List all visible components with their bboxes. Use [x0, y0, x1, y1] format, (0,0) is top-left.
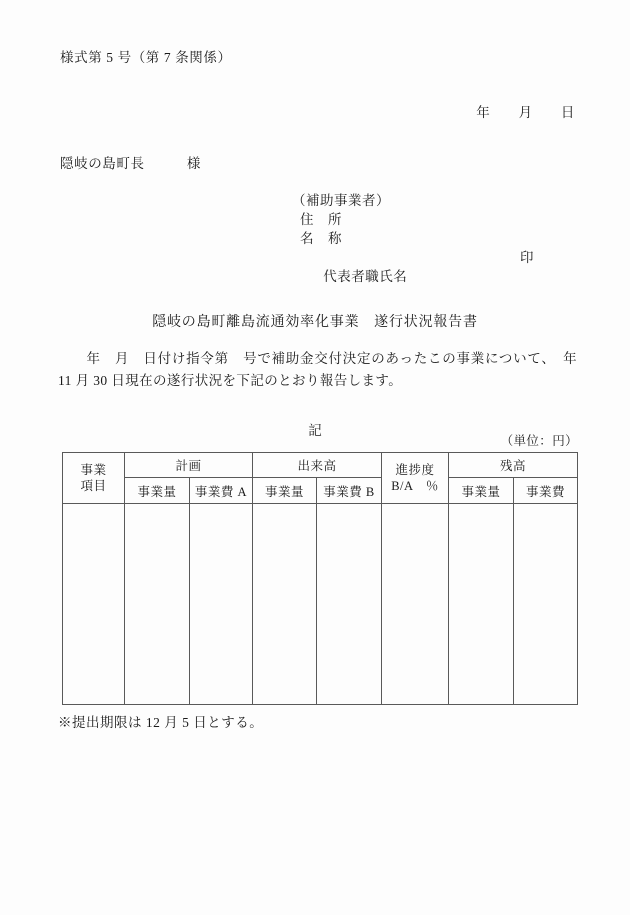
table-body	[63, 504, 578, 705]
header-progress-line1: 進捗度	[395, 463, 435, 477]
applicant-address-label: 住 所	[300, 212, 342, 227]
header-balance-qty: 事業量	[449, 478, 514, 504]
header-plan-qty: 事業量	[125, 478, 190, 504]
header-actual-cost: 事業費 B	[317, 478, 382, 504]
date-line: 年 月 日	[476, 105, 575, 120]
header-balance: 残高	[449, 453, 578, 478]
table-row	[63, 504, 578, 705]
header-item-line2: 項目	[80, 479, 107, 493]
cell-item[interactable]	[63, 504, 125, 705]
body-paragraph: 年 月 日付け指令第 号で補助金交付決定のあったこの事業について、 年 11 月 30 日現在の遂行状況を下記のとおり報告します。	[58, 351, 577, 388]
header-actual: 出来高	[253, 453, 382, 478]
header-progress-line2: B/A ％	[391, 479, 439, 493]
header-plan: 計画	[125, 453, 253, 478]
cell-actual-qty[interactable]	[253, 504, 317, 705]
cell-plan-cost[interactable]	[190, 504, 253, 705]
table-header-row-1	[63, 453, 578, 478]
applicant-name-label: 名 称	[300, 231, 342, 246]
header-actual-qty: 事業量	[253, 478, 317, 504]
document-title: 隠岐の島町離島流通効率化事業 遂行状況報告書	[152, 315, 478, 330]
unit-note: （単位：円）	[500, 434, 578, 448]
seal-mark-icon: 印	[520, 250, 534, 265]
submission-deadline-note: ※提出期限は 12 月 5 日とする。	[58, 715, 264, 730]
applicant-heading: （補助事業者）	[292, 193, 390, 208]
cell-balance-cost[interactable]	[514, 504, 578, 705]
progress-report-table	[62, 452, 578, 705]
header-balance-cost: 事業費	[514, 478, 578, 504]
ki-marker: 記	[308, 423, 322, 438]
table-header-row-2	[63, 478, 578, 504]
header-progress	[382, 453, 449, 504]
header-item-line1: 事業	[80, 463, 107, 477]
applicant-representative-label: 代表者職氏名	[323, 269, 408, 284]
cell-actual-cost[interactable]	[317, 504, 382, 705]
header-item	[63, 453, 125, 504]
form-number: 様式第 5 号（第 7 条関係）	[60, 50, 232, 65]
cell-progress[interactable]	[382, 504, 449, 705]
cell-plan-qty[interactable]	[125, 504, 190, 705]
addressee-line: 隠岐の島町長 様	[60, 156, 201, 171]
applicant-block	[292, 191, 534, 324]
cell-balance-qty[interactable]	[449, 504, 514, 705]
header-plan-cost: 事業費 A	[190, 478, 253, 504]
